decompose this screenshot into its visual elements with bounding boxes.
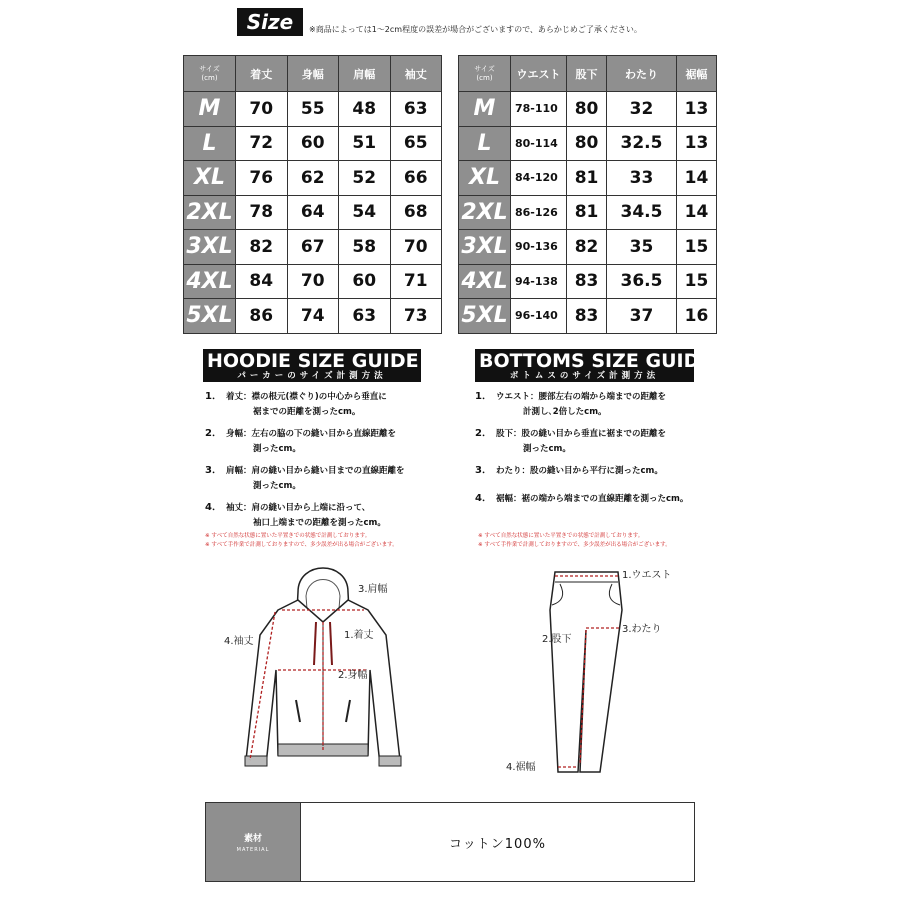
- table-row: [184, 299, 442, 334]
- material-key-label: 素材: [243, 834, 262, 844]
- hoodie-steps: [205, 389, 404, 537]
- size-label: 2XL: [459, 195, 511, 230]
- step-text-cont: 計測し､2倍したcm。: [523, 407, 607, 417]
- table-row: [184, 230, 442, 265]
- step-text-cont: 裾までの距離を測ったcm。: [253, 407, 361, 417]
- table-cell: 74: [287, 299, 339, 334]
- step-number: 4．: [205, 502, 222, 513]
- table-row: [184, 195, 442, 230]
- table-cell: 35: [607, 230, 677, 265]
- table-corner: [459, 56, 511, 92]
- step-number: 2．: [205, 428, 222, 439]
- step-text-cont: 測ったcm。: [253, 481, 301, 491]
- hoodie-subtitle-text: パーカーのサイズ計測方法: [237, 371, 387, 381]
- size-label: 5XL: [459, 299, 511, 334]
- table-cell: 66: [390, 161, 442, 196]
- size-label: 4XL: [184, 264, 236, 299]
- step-text-cont: 測ったcm。: [253, 444, 301, 454]
- table-cell: 76: [236, 161, 288, 196]
- bottoms-steps: [475, 389, 688, 513]
- pants-label-inseam: 2.股下: [542, 634, 572, 645]
- step-number: 2．: [475, 428, 492, 439]
- hoodie-illustration: [220, 560, 420, 775]
- hoodie-step: [205, 500, 404, 531]
- table-cell: 78-110: [511, 92, 567, 127]
- step-number: 3．: [205, 465, 222, 476]
- hoodie-label-length: 1.着丈: [344, 630, 374, 641]
- table-cell: 84-120: [511, 161, 567, 196]
- bottoms-step: [475, 491, 688, 507]
- size-label: 3XL: [459, 230, 511, 265]
- table-cell: 84: [236, 264, 288, 299]
- table-cell: 34.5: [607, 195, 677, 230]
- table-cell: 13: [676, 92, 716, 127]
- step-text: 身幅：左右の脇の下の縫い目から直線距離を: [225, 429, 396, 439]
- table-cell: 70: [236, 92, 288, 127]
- table-cell: 96-140: [511, 299, 567, 334]
- note-line: ※ すべて自然な状態に置いた平置きでの状態で計測しております。: [478, 533, 644, 539]
- size-label: 3XL: [184, 230, 236, 265]
- table-corner: [184, 56, 236, 92]
- table-cell: 58: [339, 230, 391, 265]
- table-cell: 51: [339, 126, 391, 161]
- bottoms-title-text: BOTTOMS SIZE GUIDE: [479, 350, 713, 372]
- bottoms-step: [475, 426, 688, 457]
- table-row: [184, 264, 442, 299]
- column-header: 肩幅: [339, 56, 391, 92]
- step-number: 1．: [475, 391, 492, 402]
- step-text-cont: 袖口上端までの距離を測ったcm。: [253, 518, 386, 528]
- step-number: 1．: [205, 391, 222, 402]
- table-cell: 80: [567, 92, 607, 127]
- pants-label-thigh: 3.わたり: [622, 624, 662, 635]
- table-cell: 70: [390, 230, 442, 265]
- size-label: XL: [459, 161, 511, 196]
- table-cell: 67: [287, 230, 339, 265]
- bottoms-notes: [478, 532, 671, 550]
- column-header: 身幅: [287, 56, 339, 92]
- size-label: 2XL: [184, 195, 236, 230]
- hoodie-step: [205, 389, 404, 420]
- table-cell: 72: [236, 126, 288, 161]
- table-cell: 82: [567, 230, 607, 265]
- table-cell: 83: [567, 264, 607, 299]
- step-text: わたり：股の縫い目から平行に測ったcm。: [495, 466, 663, 476]
- table-cell: 52: [339, 161, 391, 196]
- table-cell: 48: [339, 92, 391, 127]
- table-row: [459, 92, 717, 127]
- hoodie-notes: [205, 532, 398, 550]
- step-text: 裾幅：裾の端から端までの直線距離を測ったcm。: [495, 494, 689, 504]
- table-cell: 80-114: [511, 126, 567, 161]
- note-line: ※ すべて手作業で計測しておりますので、多少誤差が出る場合がございます。: [478, 542, 671, 548]
- step-number: 4．: [475, 493, 492, 504]
- table-cell: 32: [607, 92, 677, 127]
- table-row: [459, 126, 717, 161]
- table-row: [184, 126, 442, 161]
- column-header: 股下: [567, 56, 607, 92]
- size-badge: Size: [237, 8, 303, 36]
- table-cell: 16: [676, 299, 716, 334]
- step-text: ウエスト：腰部左右の端から端までの距離を: [495, 392, 666, 402]
- size-label: L: [184, 126, 236, 161]
- table-cell: 82: [236, 230, 288, 265]
- size-label: M: [459, 92, 511, 127]
- table-cell: 63: [339, 299, 391, 334]
- column-header: 着丈: [236, 56, 288, 92]
- table-cell: 65: [390, 126, 442, 161]
- table-cell: 15: [676, 264, 716, 299]
- step-text: 袖丈：肩の縫い目から上端に沿って、: [225, 503, 371, 513]
- column-header: わたり: [607, 56, 677, 92]
- material-value: コットン100%: [449, 836, 546, 852]
- hoodie-guide-title: [203, 349, 421, 382]
- bottoms-guide-title: [475, 349, 713, 382]
- material-box: [205, 802, 695, 882]
- pants-label-waist: 1.ウエスト: [622, 570, 672, 581]
- top-size-table: [183, 55, 442, 334]
- column-header: 袖丈: [390, 56, 442, 92]
- table-cell: 54: [339, 195, 391, 230]
- size-label: XL: [184, 161, 236, 196]
- table-row: [184, 161, 442, 196]
- bottom-size-table: [458, 55, 717, 334]
- table-cell: 60: [287, 126, 339, 161]
- table-cell: 70: [287, 264, 339, 299]
- note-line: ※ すべて手作業で計測しておりますので、多少誤差が出る場合がございます。: [205, 542, 398, 548]
- table-cell: 14: [676, 161, 716, 196]
- table-cell: 73: [390, 299, 442, 334]
- bottoms-step: [475, 463, 688, 479]
- table-cell: 37: [607, 299, 677, 334]
- table-row: [459, 264, 717, 299]
- step-text-cont: 測ったcm。: [523, 444, 571, 454]
- note-line: ※ すべて自然な状態に置いた平置きでの状態で計測しております。: [205, 533, 371, 539]
- table-cell: 71: [390, 264, 442, 299]
- table-row: [459, 230, 717, 265]
- table-row: [459, 299, 717, 334]
- size-label: L: [459, 126, 511, 161]
- size-label: 4XL: [459, 264, 511, 299]
- table-cell: 81: [567, 195, 607, 230]
- table-cell: 63: [390, 92, 442, 127]
- table-cell: 83: [567, 299, 607, 334]
- pants-label-hem: 4.裾幅: [506, 762, 536, 773]
- bottoms-step: [475, 389, 688, 420]
- size-note: ※商品によっては1～2cm程度の誤差が場合がございますので、あらかじめご了承ください。: [309, 25, 642, 34]
- table-cell: 90-136: [511, 230, 567, 265]
- table-cell: 14: [676, 195, 716, 230]
- hoodie-label-shoulder: 3.肩幅: [358, 584, 388, 595]
- corner-label: サイズ (cm): [199, 64, 220, 82]
- table-cell: 13: [676, 126, 716, 161]
- table-cell: 60: [339, 264, 391, 299]
- hoodie-title-text: HOODIE SIZE GUIDE: [207, 350, 419, 372]
- bottoms-subtitle-text: ボトムスのサイズ計測方法: [509, 371, 660, 381]
- hoodie-step: [205, 463, 404, 494]
- table-cell: 68: [390, 195, 442, 230]
- step-text: 着丈：襟の根元(襟ぐり)の中心から垂直に: [225, 392, 387, 402]
- table-cell: 86-126: [511, 195, 567, 230]
- hoodie-label-sleeve: 4.袖丈: [224, 636, 254, 647]
- table-cell: 62: [287, 161, 339, 196]
- hoodie-label-chest: 2.身幅: [338, 670, 368, 681]
- table-cell: 55: [287, 92, 339, 127]
- table-cell: 86: [236, 299, 288, 334]
- table-cell: 36.5: [607, 264, 677, 299]
- step-text: 股下：股の縫い目から垂直に裾までの距離を: [495, 429, 666, 439]
- table-cell: 78: [236, 195, 288, 230]
- table-row: [184, 92, 442, 127]
- step-text: 肩幅：肩の縫い目から縫い目までの直線距離を: [225, 466, 405, 476]
- column-header: 裾幅: [676, 56, 716, 92]
- table-cell: 81: [567, 161, 607, 196]
- table-cell: 32.5: [607, 126, 677, 161]
- pants-illustration: [500, 560, 700, 785]
- size-label: M: [184, 92, 236, 127]
- table-row: [459, 161, 717, 196]
- table-cell: 94-138: [511, 264, 567, 299]
- material-key: [206, 803, 301, 881]
- table-cell: 33: [607, 161, 677, 196]
- hoodie-step: [205, 426, 404, 457]
- material-key-en: MATERIAL: [236, 847, 270, 853]
- table-cell: 15: [676, 230, 716, 265]
- corner-label: サイズ (cm): [474, 64, 495, 82]
- table-cell: 80: [567, 126, 607, 161]
- column-header: ウエスト: [511, 56, 567, 92]
- size-label: 5XL: [184, 299, 236, 334]
- table-row: [459, 195, 717, 230]
- table-cell: 64: [287, 195, 339, 230]
- step-number: 3．: [475, 465, 492, 476]
